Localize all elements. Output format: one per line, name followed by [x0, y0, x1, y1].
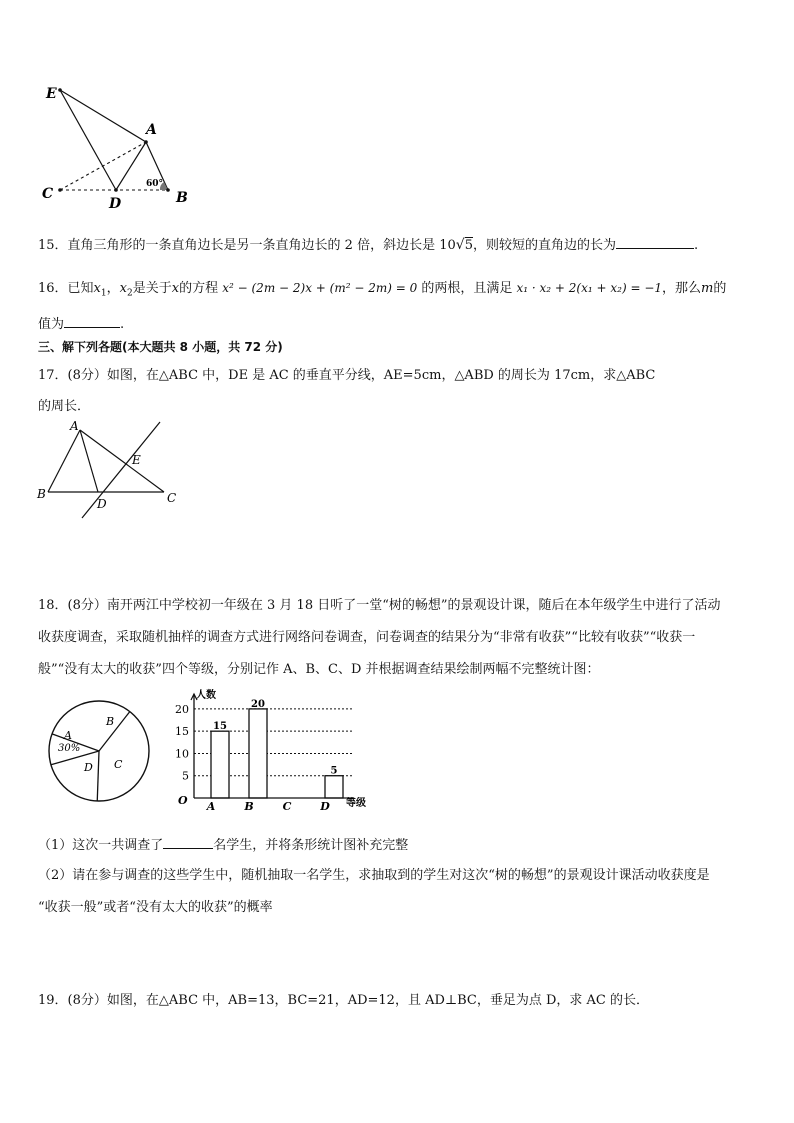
edge-ea [60, 90, 146, 142]
q16-p4: 的两根，且满足 [421, 281, 513, 296]
q18-answer-blank[interactable] [163, 836, 213, 849]
edge-ac [80, 430, 164, 492]
x-axis-title: 等级 [346, 798, 366, 809]
q16-p6: 的 [713, 281, 727, 296]
question-18-sub2-line2: “收获一般”或者“没有太大的收获”的概率 [38, 900, 273, 915]
label-a: A [70, 420, 79, 433]
bar-d [325, 776, 343, 798]
q16-p3: 的方程 [179, 281, 219, 296]
figure-q17-triangle [36, 420, 178, 520]
label-b: B [37, 487, 46, 501]
q16-sub1: 1 [100, 288, 107, 299]
label-c: C [42, 186, 54, 202]
label-a: A [146, 122, 157, 138]
q16-m: m [701, 281, 714, 296]
label-e: E [46, 86, 57, 102]
label-angle: 60° [146, 179, 164, 189]
q18-sub1-b: 名学生，并将条形统计图补充完整 [213, 838, 409, 853]
x-tick-c: C [282, 800, 292, 812]
origin-label: O [178, 794, 188, 807]
pie-label-b: B [106, 715, 115, 728]
edge-ad [116, 142, 146, 190]
sqrt-symbol: √ [455, 237, 465, 253]
pie-slice-boundary-c [97, 751, 99, 801]
y-tick-5: 5 [182, 769, 189, 783]
q16-x1: x [93, 281, 101, 296]
q16-p2: 是关于 [132, 281, 172, 296]
q16-x2: x [119, 281, 127, 296]
y-tick-10: 10 [175, 747, 189, 761]
q15-prefix: 15．直角三角形的一条直角边长是另一条直角边长的 2 倍，斜边长是 10 [38, 238, 456, 253]
y-tick-15: 15 [175, 725, 189, 739]
label-d: D [109, 196, 122, 210]
q16-var: x [171, 281, 180, 296]
q16-comma: ， [106, 281, 120, 296]
pie-label-a: A [64, 729, 72, 742]
pie-value-a: 30% [58, 743, 81, 754]
edge-ad [80, 430, 98, 492]
label-d: D [97, 497, 107, 511]
pie-label-d: D [84, 761, 93, 774]
question-18-sub2-line1: （2）请在参与调查的这些学生中，随机抽取一名学生，求抽取到的学生对这次“树的畅想”的景观设计课活动收获度是 [38, 868, 710, 883]
question-16-line1 [38, 277, 726, 299]
x-tick-d: D [320, 800, 330, 812]
q15-root: 5 [464, 238, 473, 253]
figure-triangle-top [38, 80, 198, 210]
bar-chart [170, 686, 390, 812]
y-tick-20: 20 [175, 702, 189, 716]
q16-end: . [120, 317, 125, 332]
question-15 [38, 234, 698, 253]
question-19: 19．(8分）如图，在△ABC 中，AB=13，BC=21，AD=12，且 AD⊥BC，垂足为点 D，求 AC 的长． [38, 993, 650, 1008]
question-17-line1: 17．(8分）如图，在△ABC 中，DE 是 AC 的垂直平分线，AE=5cm，△ABD 的周长为 17cm，求△ABC [38, 368, 656, 383]
question-18-sub1 [38, 834, 408, 853]
pie-slice-boundary-b [99, 712, 130, 751]
edge-ca-dashed [60, 142, 146, 190]
question-18-line3: 般”“没有太大的收获”四个等级，分别记作 A、B、C、D 并根据调查结果绘制两幅不完整统计图： [38, 662, 600, 677]
x-tick-b: B [244, 800, 254, 812]
q15-end: . [693, 238, 699, 253]
q16-condition: x₁ · x₂ + 2(x₁ + x₂) = −1 [516, 281, 663, 295]
q16-p1: 16．已知 [38, 281, 94, 296]
bar-b [249, 709, 267, 798]
section-3-heading: 三、解下列各题(本大题共 8 小题，共 72 分) [38, 340, 283, 354]
question-18-line1: 18．(8分）南开两江中学校初一年级在 3 月 18 日听了一堂“树的畅想”的景观设计课，随后在本年级学生中进行了活动 [38, 598, 721, 613]
bar-data-label-d: 5 [330, 765, 338, 777]
question-17-line2: 的周长． [38, 399, 91, 414]
q16-sub2: 2 [126, 288, 133, 299]
label-b: B [176, 190, 188, 206]
q16-equation: x² − (2m − 2)x + (m² − 2m) = 0 [222, 281, 418, 295]
q15-suffix: ，则较短的直角边的长为 [472, 238, 616, 253]
y-axis-title: 人数 [196, 690, 216, 701]
question-16-line2 [38, 313, 124, 332]
label-e: E [132, 453, 141, 467]
bar-data-label-a: 15 [213, 721, 227, 733]
q16-line2: 值为 [38, 317, 65, 332]
q16-answer-blank[interactable] [64, 315, 120, 328]
label-c: C [167, 491, 177, 505]
q18-sub1-a: （1）这次一共调查了 [38, 838, 164, 853]
q16-p5: ，那么 [662, 281, 702, 296]
question-18-line2: 收获度调查，采取随机抽样的调查方式进行网络问卷调查，问卷调查的结果分为“非常有收获”“比较有收获”“收获一 [38, 630, 696, 645]
bar-data-label-b: 20 [251, 698, 265, 710]
q15-answer-blank[interactable] [616, 236, 694, 249]
pie-label-c: C [114, 758, 123, 771]
perpendicular-bisector [82, 422, 160, 518]
x-tick-a: A [206, 800, 216, 812]
edge-ab [48, 430, 80, 492]
bar-a [211, 731, 229, 798]
pie-chart [44, 696, 154, 806]
